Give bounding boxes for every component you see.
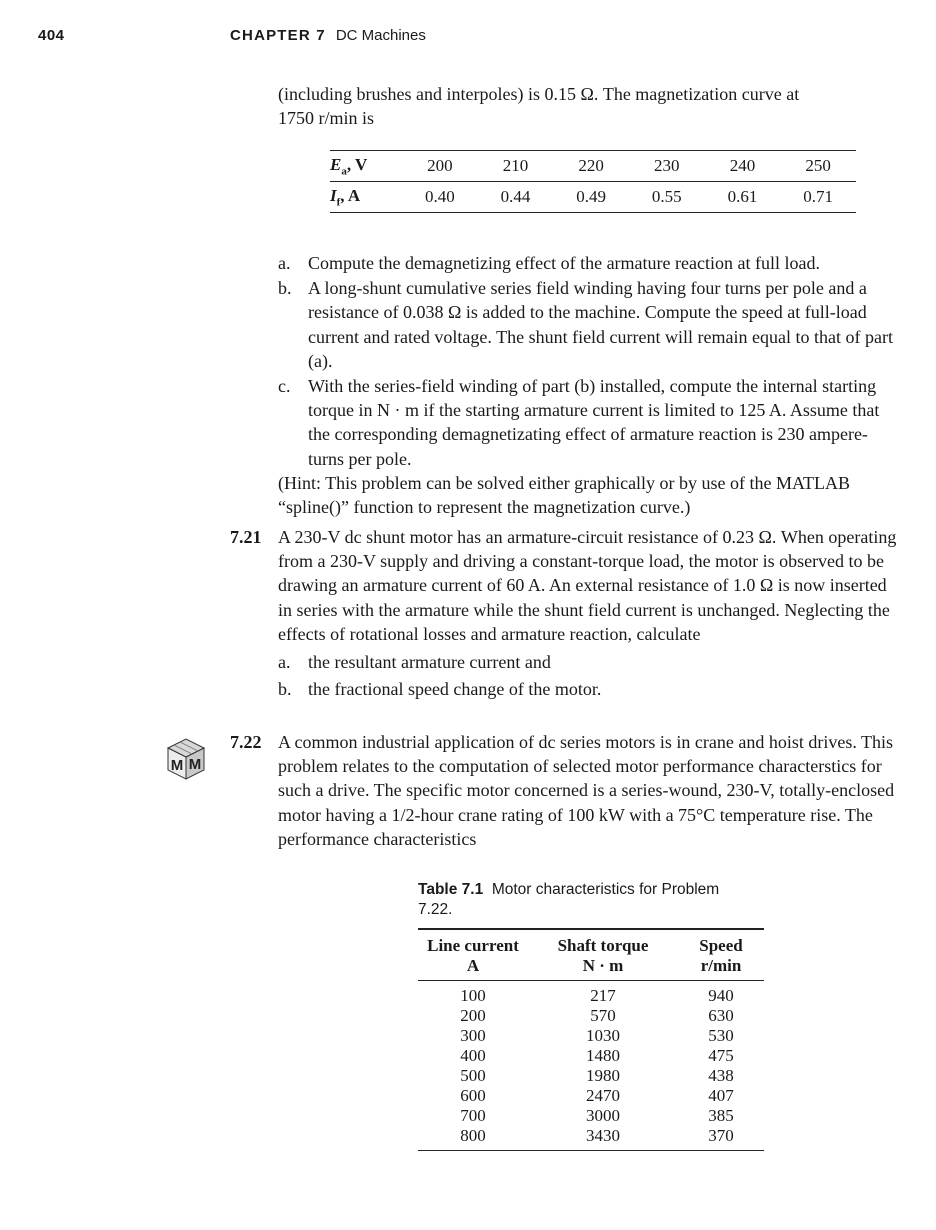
- item-text: With the series-field winding of part (b) installed, compute the internal starting torque in N · m if the starting armature current is limited to 125 A. Assume that the corresponding demagnetizating effect of armature reaction is 230 ampere-turns per pole.: [308, 376, 880, 469]
- chapter-title: DC Machines: [335, 27, 426, 44]
- matlab-cube-icon: [164, 736, 208, 782]
- column-unit: A: [418, 956, 528, 981]
- table-row: [418, 1006, 764, 1026]
- cell: 530: [708, 1026, 734, 1045]
- cell: 475: [708, 1046, 734, 1065]
- intro-paragraph: [278, 82, 878, 130]
- table-row: [418, 1086, 764, 1106]
- cell: 700: [460, 1106, 486, 1125]
- column-unit: r/min: [678, 956, 764, 981]
- problem-number-7-22: 7.22: [230, 732, 262, 752]
- table-row: [418, 1126, 764, 1151]
- cell: 400: [460, 1046, 486, 1065]
- chapter-label: CHAPTER 7: [230, 27, 326, 44]
- intro-line-2: 1750 r/min is: [278, 108, 375, 129]
- cell: 200: [460, 1006, 486, 1025]
- list-item: [278, 650, 898, 674]
- cell: 300: [460, 1026, 486, 1045]
- problem-number-7-21: 7.21: [230, 527, 262, 547]
- cell: 800: [418, 1126, 528, 1151]
- problem-7-22-text: A common industrial application of dc series motors is in crane and hoist drives. This problem relates to the computation of selected motor performance characterstics for such a drive. The specific motor concerned is a series-wound, 230-V, totally-enclosed motor having a 1/2-hour crane rating of 100 kW with a 75°C temperature rise. The performance characteristics: [278, 732, 895, 849]
- item-label: b.: [278, 679, 292, 700]
- table-caption: [418, 880, 748, 920]
- cell: 3000: [586, 1106, 620, 1125]
- magnetization-table: [330, 150, 856, 213]
- svg-text:M: M: [170, 757, 184, 774]
- cell: 630: [708, 1006, 734, 1025]
- ea-row: [330, 151, 856, 182]
- if-cell: 0.61: [705, 182, 781, 213]
- column-header: Shaft torque: [528, 929, 678, 956]
- cell: 2470: [586, 1086, 620, 1105]
- table-caption-text: Motor characteristics for Problem 7.22.: [418, 881, 720, 918]
- ea-cell: 230: [629, 151, 705, 182]
- ea-cell: 220: [553, 151, 629, 182]
- problem-7-21: [278, 525, 898, 701]
- ea-cell: 200: [402, 151, 478, 182]
- if-cell: 0.55: [629, 182, 705, 213]
- if-cell: 0.49: [553, 182, 629, 213]
- svg-text:M: M: [188, 756, 202, 773]
- item-label: b.: [278, 278, 292, 299]
- if-row-header: $I_f$, A: [330, 182, 402, 213]
- cell: 438: [708, 1066, 734, 1085]
- cell: 3430: [528, 1126, 678, 1151]
- ea-row-header: $E_a$, V: [330, 151, 402, 182]
- list-item: [278, 276, 898, 373]
- table-units-row: [418, 956, 764, 981]
- intro-line-1: (including brushes and interpoles) is 0.15 Ω. The magnetization curve at: [278, 84, 800, 104]
- ea-cell: 210: [478, 151, 554, 182]
- item-label: a.: [278, 652, 291, 673]
- ea-cell: 250: [780, 151, 856, 182]
- motor-characteristics-table: [418, 928, 764, 1151]
- cell: 217: [590, 986, 616, 1005]
- cell: 1480: [586, 1046, 620, 1065]
- cell: 407: [708, 1086, 734, 1105]
- column-unit: N · m: [528, 956, 678, 981]
- table-row: [418, 1026, 764, 1046]
- cell: 1980: [586, 1066, 620, 1085]
- item-label: a.: [278, 253, 291, 273]
- ea-cell: 240: [705, 151, 781, 182]
- item-text: Compute the demagnetizing effect of the armature reaction at full load.: [308, 253, 820, 273]
- table-row: [418, 1106, 764, 1126]
- cell: 940: [708, 986, 734, 1005]
- cell: 100: [460, 986, 486, 1005]
- table-header-row: [418, 929, 764, 956]
- hint-text: (Hint: This problem can be solved either graphically or by use of the MATLAB “spline()” function to represent the magnetization curve.): [278, 472, 851, 518]
- table-row: [418, 1046, 764, 1066]
- table-row: [418, 1066, 764, 1086]
- item-text: the fractional speed change of the motor.: [308, 679, 602, 700]
- list-item: [278, 374, 898, 471]
- item-text: the resultant armature current and: [308, 652, 551, 673]
- cell: 1030: [586, 1026, 620, 1045]
- if-row: [330, 182, 856, 213]
- cell: 600: [460, 1086, 486, 1105]
- previous-problem-items: [278, 251, 898, 519]
- item-text: A long-shunt cumulative series field winding having four turns per pole and a resistance of 0.038 Ω is added to the machine. Compute the speed at full-load current and rated voltage. The shunt field current will remain equal to that of part (a).: [308, 278, 893, 371]
- cell: 385: [708, 1106, 734, 1125]
- cell: 500: [460, 1066, 486, 1085]
- cell: 570: [590, 1006, 616, 1025]
- if-cell: 0.44: [478, 182, 554, 213]
- list-item: [278, 677, 898, 701]
- list-item: [278, 251, 898, 275]
- table-caption-number: Table 7.1: [418, 881, 484, 898]
- column-header: Speed: [678, 929, 764, 956]
- page-number: 404: [38, 27, 65, 44]
- column-header: Line current: [418, 929, 528, 956]
- if-cell: 0.71: [780, 182, 856, 213]
- problem-text: A 230-V dc shunt motor has an armature-circuit resistance of 0.23 Ω. When operating from a 230-V supply and driving a constant-torque load, the motor is observed to be drawing an armature current of 60 A. An external resistance of 1.0 Ω is now inserted in series with the armature while the shunt field current is unchanged. Neglecting the effects of rotational losses and armature reaction, calculate: [278, 527, 897, 644]
- running-header: [230, 27, 426, 44]
- table-row: [418, 981, 764, 1007]
- cell: 370: [678, 1126, 764, 1151]
- if-cell: 0.40: [402, 182, 478, 213]
- item-label: c.: [278, 376, 291, 397]
